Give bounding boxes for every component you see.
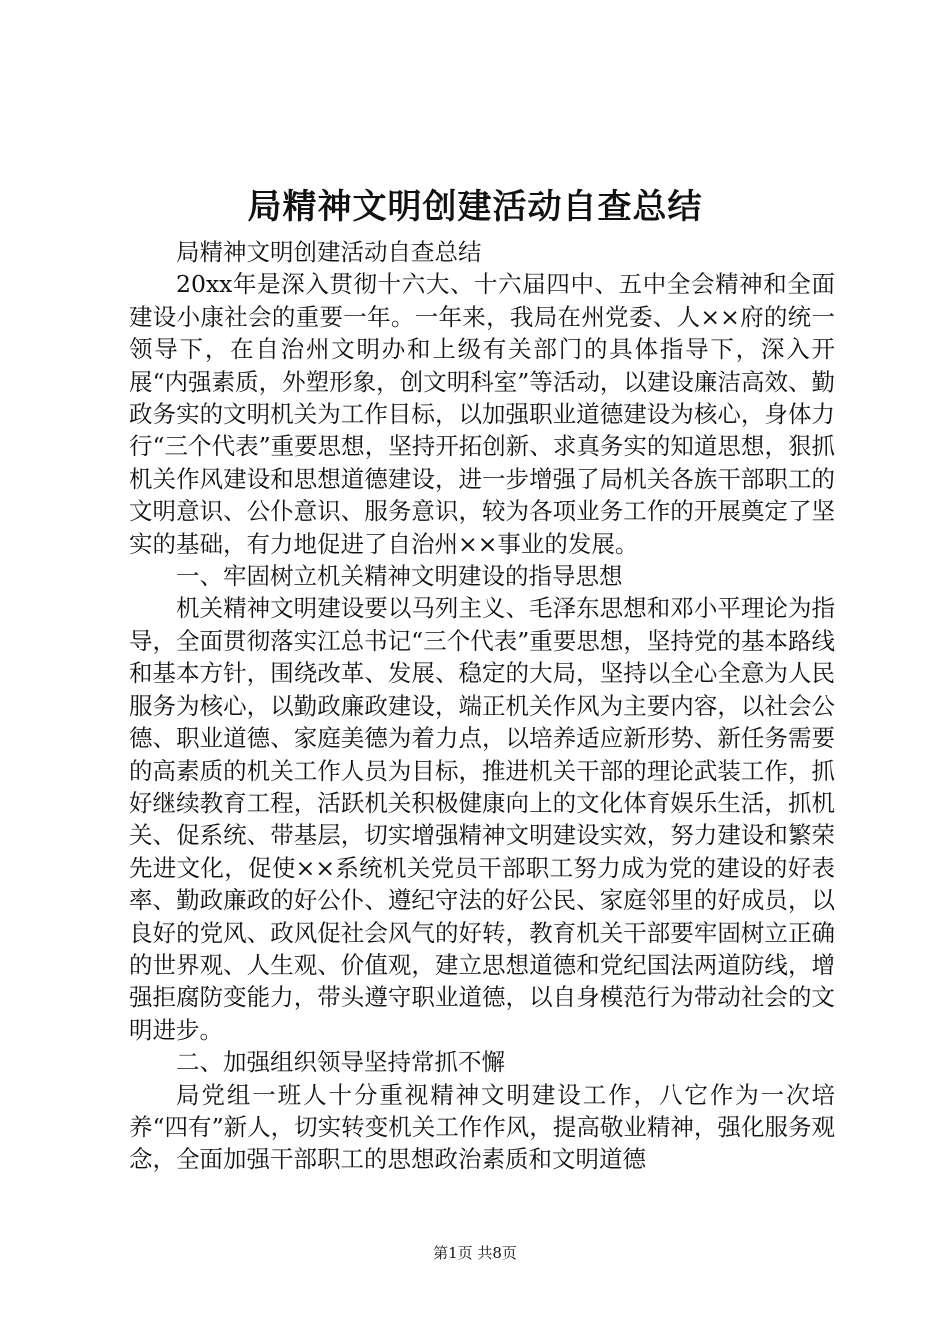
section-heading-1: 一、牢固树立机关精神文明建设的指导思想: [176, 562, 623, 591]
paragraph-subtitle: 局精神文明创建活动自查总结: [176, 238, 482, 266]
document-body: [129, 236, 835, 1176]
page-footer: 第1页 共8页: [433, 1244, 517, 1262]
section-heading-2: 二、加强组织领导坚持常抓不懈: [176, 1048, 505, 1077]
document-title: 局精神文明创建活动自查总结: [247, 187, 703, 227]
paragraph-section-1: 机关精神文明建设要以马列主义、毛泽东思想和邓小平理论为指导，全面贯彻落实江总书记“三个代表”重要思想，坚持党的基本路线和基本方针，围绕改革、发展、稳定的大局，坚持以全心全意为人民服务为核心，以勤政廉政建设，端正机关作风为主要内容，以社会公德、职业道德、家庭美德为着力点，以培养适应新形势、新任务需要的高素质的机关工作人员为目标，推进机关干部的理论武装工作，抓好继续教育工程，活跃机关积极健康向上的文化体育娱乐生活，抓机关、促系统、带基层，切实增强精神文明建设实效，努力建设和繁荣先进文化，促使××系统机关党员干部职工努力成为党的建设的好表率、勤政廉政的好公仆、遵纪守法的好公民、家庭邻里的好成员，以良好的党风、政风促社会风气的好转，教育机关干部要牢固树立正确的世界观、人生观、价值观，建立思想道德和党纪国法两道防线，增强拒腐防变能力，带头遵守职业道德，以自身模范行为带动社会的文明进步。: [129, 594, 835, 1044]
paragraph-intro: 20xx年是深入贯彻十六大、十六届四中、五中全会精神和全面建设小康社会的重要一年。一年来，我局在州党委、人××府的统一领导下，在自治州文明办和上级有关部门的具体指导下，深入开展“内强素质，外塑形象，创文明科室”等活动，以建设廉洁高效、勤政务实的文明机关为工作目标，以加强职业道德建设为核心，身体力行“三个代表”重要思想，坚持开拓创新、求真务实的知道思想，狠抓机关作风建设和思想道德建设，进一步增强了局机关各族干部职工的文明意识、公仆意识、服务意识，较为各项业务工作的开展奠定了坚实的基础，有力地促进了自治州××事业的发展。: [129, 270, 835, 558]
paragraph-section-2: 局党组一班人十分重视精神文明建设工作，八它作为一次培养“四有”新人，切实转变机关工作作风，提高敬业精神，强化服务观念，全面加强干部职工的思想政治素质和文明道德: [129, 1080, 835, 1174]
